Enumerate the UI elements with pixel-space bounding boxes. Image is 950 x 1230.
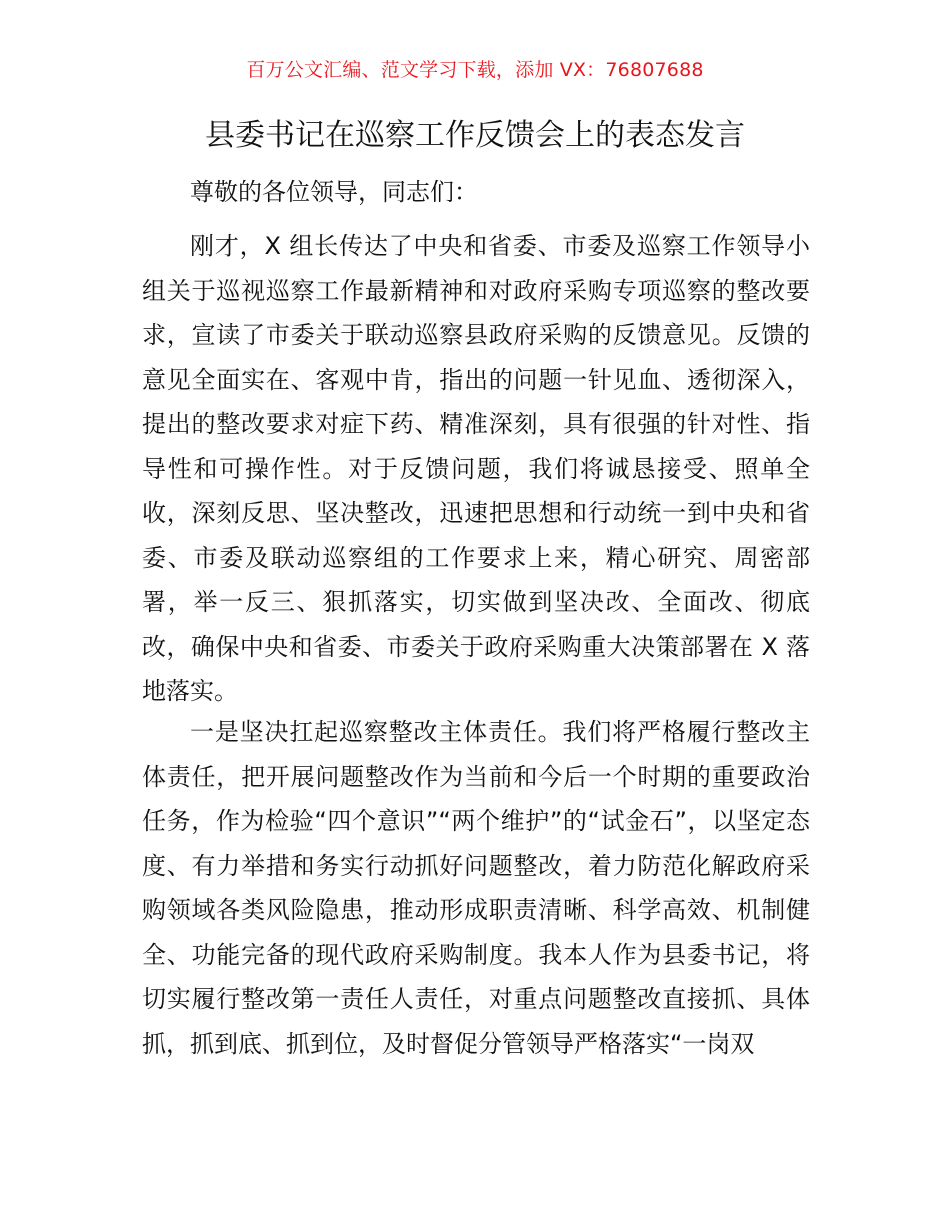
watermark-banner: 百万公文汇编、范文学习下载，添加 VX：76807688 bbox=[246, 59, 704, 81]
greeting: 尊敬的各位领导，同志们： bbox=[190, 178, 478, 206]
page-title: 县委书记在巡察工作反馈会上的表态发言 bbox=[205, 118, 745, 153]
paragraph-point-one: 一是坚决扛起巡察整改主体责任。我们将严格履行整改主体责任，把开展问题整改作为当前和今后一个时期的重要政治任务，作为检验“四个意识”“两个维护”的“试金石”，以坚定态度、有力举措和务实行动抓好问题整改，着力防范化解政府采购领域各类风险隐患，推动形成职责清晰、科学高效、机制健全、功能完备的现代政府采购制度。我本人作为县委书记，将切实履行整改第一责任人责任，对重点问题整改直接抓、具体抓，抓到底、抓到位，及时督促分管领导严格落实“一岗双 bbox=[142, 718, 810, 1058]
paragraph-intro: 刚才，X 组长传达了中央和省委、市委及巡察工作领导小组关于巡视巡察工作最新精神和对政府采购专项巡察的整改要求，宣读了市委关于联动巡察县政府采购的反馈意见。反馈的意见全面实在、客观中肯，指出的问题一针见血、透彻深入，提出的整改要求对症下药、精准深刻，具有很强的针对性、指导性和可操作性。对于反馈问题，我们将诚恳接受、照单全收，深刻反思、坚决整改，迅速把思想和行动统一到中央和省委、市委及联动巡察组的工作要求上来，精心研究、周密部署，举一反三、狠抓落实，切实做到坚决改、全面改、彻底改，确保中央和省委、市委关于政府采购重大决策部署在 X 落地落实。 bbox=[142, 232, 810, 705]
